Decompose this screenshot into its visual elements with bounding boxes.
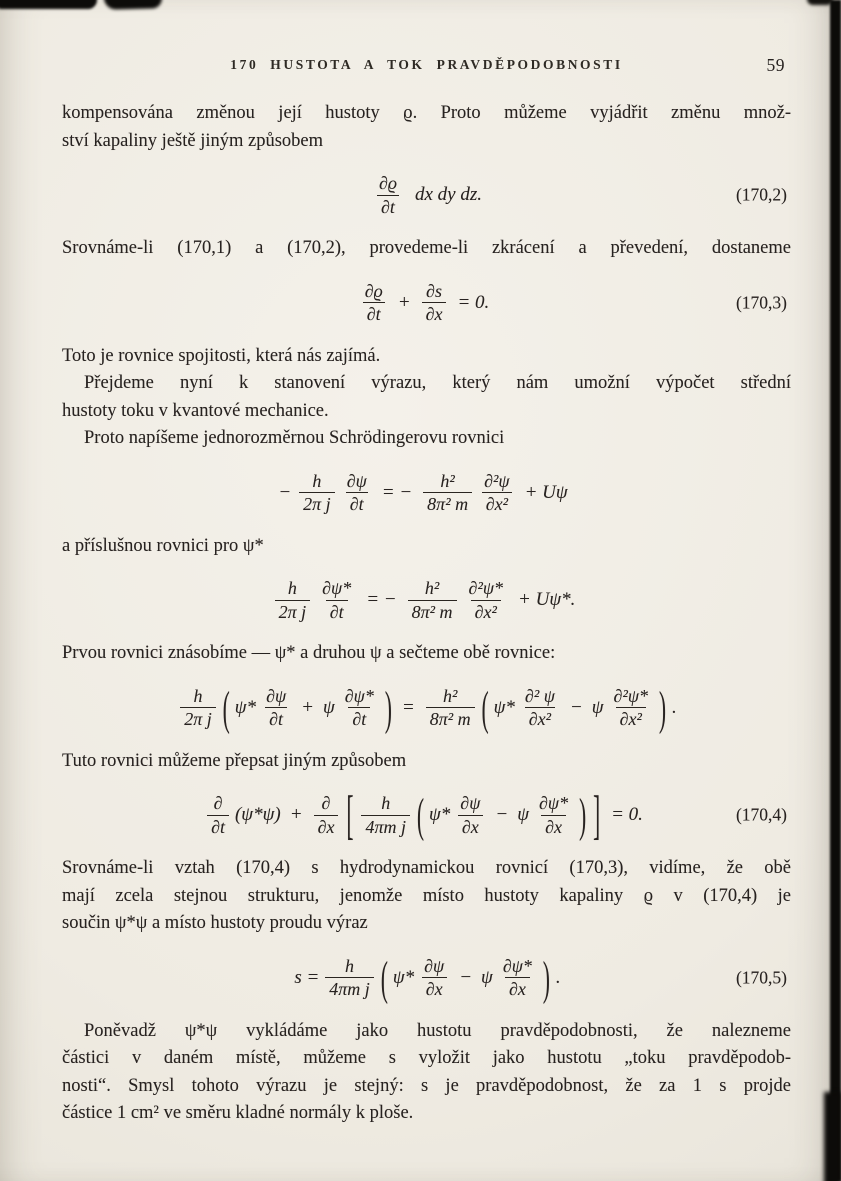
equation-schrodinger-conjugate xyxy=(62,575,791,625)
frac-numerator: ∂²ψ* xyxy=(468,578,504,599)
fraction xyxy=(314,792,339,837)
equation-number: (170,4) xyxy=(735,804,787,825)
period: . xyxy=(672,696,677,718)
paragraph-5 xyxy=(62,425,791,453)
text-line: Srovnáme-li (170,1) a (170,2), provedeme-li zkrácení a převedení, dostaneme xyxy=(62,238,791,258)
scan-mark-top-left-2 xyxy=(104,0,162,10)
text-line: a příslušnou rovnici pro ψ* xyxy=(62,535,264,556)
frac-denominator: ∂x xyxy=(541,815,566,838)
paragraph-3 xyxy=(62,343,791,371)
frac-numerator: ∂²ψ xyxy=(484,470,510,491)
fraction xyxy=(423,470,472,515)
fraction xyxy=(361,280,387,325)
period: . xyxy=(555,966,561,988)
frac-denominator: ∂t xyxy=(207,815,229,838)
variable: ψ* xyxy=(392,966,415,988)
text-line: součin ψ*ψ a místo hustoty proudu výraz xyxy=(62,913,368,933)
frac-denominator: ∂t xyxy=(348,707,370,730)
operator: − xyxy=(278,481,292,503)
fraction xyxy=(422,280,447,325)
equation-term: + Uψ xyxy=(524,481,568,503)
operator: + xyxy=(397,291,411,313)
frac-denominator: ∂t xyxy=(265,707,287,730)
frac-numerator: ∂ϱ xyxy=(364,280,383,301)
text-line: ství kapaliny ještě jiným způsobem xyxy=(62,130,324,151)
frac-numerator: ∂ψ xyxy=(266,685,287,706)
text-line: kompensována změnou její hustoty ϱ. Proto můžeme vyjádřit změnu množ- xyxy=(62,103,791,123)
frac-denominator: 8π² m xyxy=(408,600,457,623)
frac-numerator: ∂s xyxy=(426,280,442,301)
running-head: 170 HUSTOTA A TOK PRAVDĚPODOBNOSTI xyxy=(230,57,623,72)
frac-denominator: ∂x² xyxy=(482,492,512,515)
page-header xyxy=(62,56,791,76)
text-line: Tuto rovnici můžeme přepsat jiným způsobem xyxy=(62,750,407,771)
equation-170-4: $\frac{\partial}{\partial t}$ (ψ*ψ) + $\frac{\partial}{\partial x}$ [ $\frac{h}{\text{4πm j}}$ ( ψ* $\frac{\partial\psi}{\partial x}$ − ψ $\frac{\partial\psi*}{\partial x}$ ) ] = 0. (170,4) xyxy=(62,790,791,840)
frac-numerator: ∂² ψ xyxy=(524,685,555,706)
paragraph-8 xyxy=(62,748,791,776)
text-line: Přejdeme nyní k stanovení výrazu, který nám umožní výpočet střední xyxy=(84,373,791,393)
frac-numerator: h xyxy=(193,685,203,706)
frac-numerator: h² xyxy=(424,578,440,599)
equation-number: (170,5) xyxy=(735,967,787,987)
fraction xyxy=(180,685,216,730)
fraction xyxy=(426,685,475,730)
equation-170-5: s = $\frac{h}{\text{4πm j}}$ ( ψ* $\frac{\partial\psi}{\partial x}$ − ψ $\frac{\partial\psi*}{\partial x}$ ) . (170,5) xyxy=(294,950,787,1005)
frac-numerator: ∂ψ* xyxy=(502,955,532,976)
variable: ψ xyxy=(322,696,335,718)
text-line: částice 1 cm² ve směru kladné normály k ploše. xyxy=(62,1103,414,1123)
page-number: 59 xyxy=(766,55,785,75)
fraction xyxy=(465,577,507,622)
variable: ψ* xyxy=(234,696,257,718)
frac-numerator: h xyxy=(287,578,297,599)
frac-denominator: 4πm j xyxy=(361,815,410,838)
frac-denominator: ∂x xyxy=(505,977,530,1000)
fraction xyxy=(499,955,536,1000)
operator: + xyxy=(301,696,314,718)
frac-denominator: ∂x xyxy=(458,815,483,838)
operator: = − xyxy=(381,481,413,503)
frac-denominator: ∂x xyxy=(422,302,447,325)
fraction xyxy=(343,470,371,515)
variable: ψ xyxy=(481,966,493,988)
binding-shadow-right xyxy=(830,0,841,1181)
operator: − xyxy=(459,966,473,988)
text-line: Toto je rovnice spojitosti, která nás zajímá. xyxy=(62,345,381,366)
fraction xyxy=(262,685,290,730)
equation-term: (ψ*ψ) xyxy=(234,804,281,825)
operator: = − xyxy=(366,589,397,610)
corner-shadow-bottom-right xyxy=(824,1092,841,1181)
equation-term: dx dy dz. xyxy=(415,184,483,205)
equation-term: + Uψ*. xyxy=(518,589,576,610)
fraction xyxy=(318,577,355,622)
equation-lhs: s = xyxy=(294,966,320,988)
fraction xyxy=(299,470,335,515)
equation-rhs: = 0. xyxy=(457,291,490,313)
fraction xyxy=(341,685,378,730)
variable: ψ* xyxy=(493,696,515,718)
frac-numerator: ∂ψ* xyxy=(322,578,352,599)
variable: ψ* xyxy=(428,804,451,825)
frac-numerator: ∂ xyxy=(213,793,223,814)
frac-numerator: h² xyxy=(442,685,458,706)
frac-numerator: ∂ψ xyxy=(460,793,481,814)
text-line: Poněvadž ψ*ψ vykládáme jako hustotu pravděpodobnosti, že nalezneme xyxy=(84,1020,791,1041)
fraction xyxy=(325,955,374,1000)
equation-rhs: = 0. xyxy=(611,804,643,825)
paragraph-2 xyxy=(62,235,791,263)
frac-numerator: ∂ψ* xyxy=(539,793,569,814)
frac-numerator: h² xyxy=(440,470,455,491)
paragraph-9 xyxy=(62,855,791,938)
frac-denominator: ∂x² xyxy=(471,600,501,623)
scan-mark-top-left-1 xyxy=(0,0,97,9)
operator: − xyxy=(569,696,583,718)
fraction xyxy=(480,470,513,515)
text-line: Proto napíšeme jednorozměrnou Schrödingerovu rovnici xyxy=(84,428,505,448)
text-line: mají zcela stejnou strukturu, jenomže místo hustoty kapaliny ϱ v (170,4) je xyxy=(62,885,791,906)
frac-denominator: ∂t xyxy=(326,600,348,623)
text-line: Prvou rovnici znásobíme — ψ* a druhou ψ a sečteme obě rovnice: xyxy=(62,643,556,663)
fraction xyxy=(361,792,410,837)
frac-numerator: h xyxy=(345,955,355,976)
frac-denominator: ∂t xyxy=(346,492,368,515)
equation-170-2 xyxy=(62,170,791,220)
frac-denominator: 2π j xyxy=(275,600,311,623)
frac-denominator: ∂x² xyxy=(525,707,555,730)
frac-denominator: ∂x² xyxy=(616,707,646,730)
frac-denominator: 8π² m xyxy=(423,492,472,515)
text-line: hustoty toku v kvantové mechanice. xyxy=(62,400,329,421)
equation-schrodinger xyxy=(62,468,791,518)
frac-denominator: ∂x xyxy=(314,815,339,838)
frac-denominator: ∂t xyxy=(377,195,399,218)
frac-numerator: ∂ψ xyxy=(424,955,445,976)
fraction xyxy=(207,792,229,837)
frac-denominator: ∂x xyxy=(422,977,447,1000)
paragraph-1 xyxy=(62,100,791,155)
fraction xyxy=(375,172,401,217)
text-line: nosti“. Smysl tohoto výrazu je stejný: s je pravděpodobnost, že za 1 s projde xyxy=(62,1075,791,1096)
operator: − xyxy=(495,804,509,825)
variable: ψ xyxy=(591,696,604,718)
frac-numerator: ∂ϱ xyxy=(378,173,397,194)
paragraph-7 xyxy=(62,640,791,668)
frac-denominator: 2π j xyxy=(299,492,335,515)
fraction xyxy=(521,685,559,730)
equation-number: (170,2) xyxy=(735,184,787,205)
text-line: částici v daném místě, můžeme s vyložit jako hustotu „toku pravděpodob- xyxy=(62,1048,791,1068)
fraction xyxy=(456,792,484,837)
operator: + xyxy=(289,804,303,825)
fraction xyxy=(275,577,311,622)
paragraph-10 xyxy=(62,1018,791,1128)
fraction xyxy=(610,685,652,730)
equation-170-3 xyxy=(62,278,791,328)
frac-numerator: h xyxy=(312,470,322,491)
paragraph-4 xyxy=(62,370,791,425)
variable: ψ xyxy=(517,804,530,825)
fraction xyxy=(420,955,448,1000)
fraction xyxy=(535,792,572,837)
text-line: Srovnáme-li vztah (170,4) s hydrodynamickou rovnicí (170,3), vidíme, že obě xyxy=(62,858,791,878)
frac-denominator: 4πm j xyxy=(325,977,374,1000)
equation-multiplied-sum: $\frac{h}{\text{2π j}}$ ( ψ* $\frac{\partial\psi}{\partial t}$ + ψ $\frac{\partial\psi*}{\partial t}$ ) = $\frac{\text{h²}}{\text{8π² m}}$ ( ψ* $\frac{\text{∂² ψ}}{\text{∂x²}}$ − ψ $\frac{\text{∂²ψ*}}{\text{∂x²}}$ ) . xyxy=(62,683,791,733)
frac-numerator: ∂ xyxy=(321,793,331,814)
operator: = xyxy=(401,696,415,718)
frac-denominator: 2π j xyxy=(180,707,216,730)
equation-number: (170,3) xyxy=(735,292,787,312)
frac-denominator: 8π² m xyxy=(426,707,475,730)
frac-numerator: h xyxy=(381,793,391,814)
frac-numerator: ∂²ψ* xyxy=(613,685,649,706)
frac-denominator: ∂t xyxy=(363,302,385,325)
frac-numerator: ∂ψ xyxy=(346,470,367,491)
frac-numerator: ∂ψ* xyxy=(344,685,374,706)
fraction xyxy=(408,577,457,622)
paragraph-6 xyxy=(62,533,791,561)
